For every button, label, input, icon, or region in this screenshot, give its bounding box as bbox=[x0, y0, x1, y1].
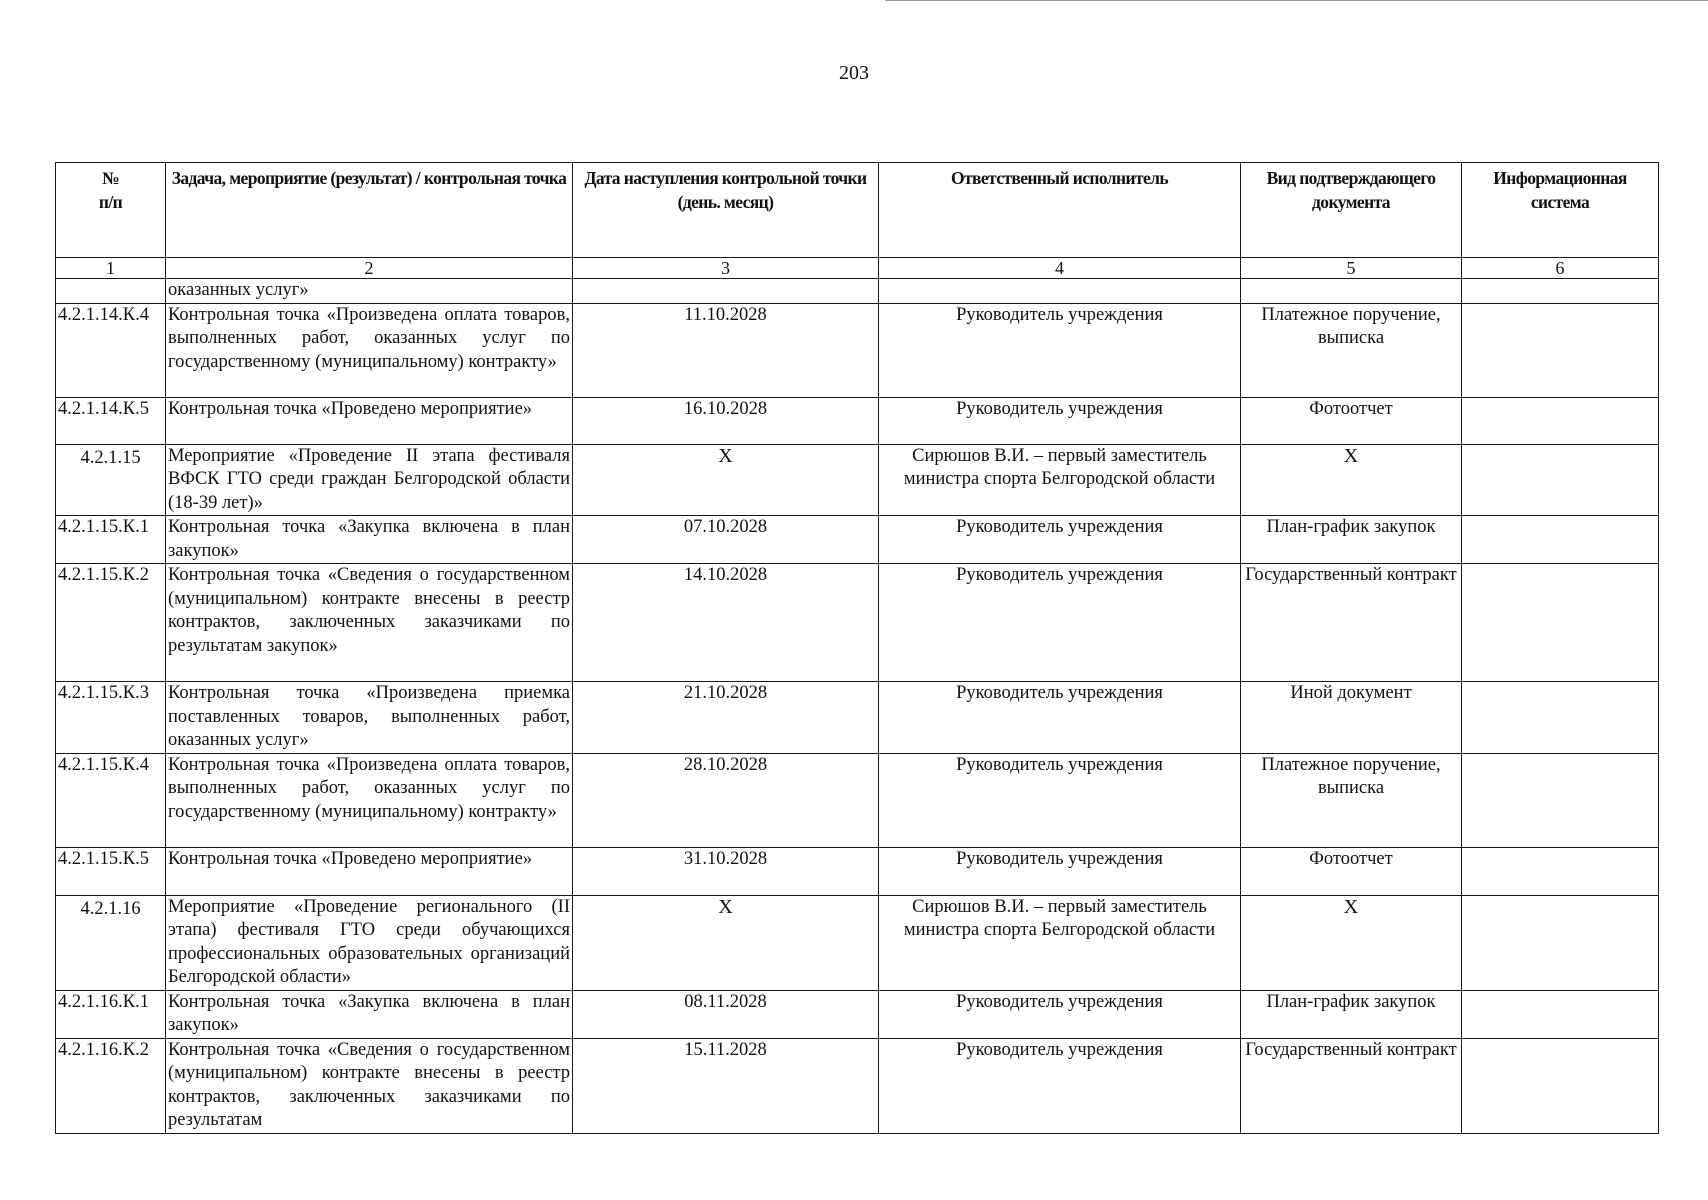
row-system bbox=[1462, 847, 1659, 895]
row-system bbox=[1462, 303, 1659, 397]
column-number: 4 bbox=[879, 258, 1241, 279]
row-executor: Руководитель учреждения bbox=[879, 1038, 1241, 1133]
row-date: 15.11.2028 bbox=[573, 1038, 879, 1133]
row-executor: Руководитель учреждения bbox=[879, 516, 1241, 564]
row-system bbox=[1462, 279, 1659, 304]
table-row bbox=[56, 753, 1659, 847]
row-system bbox=[1462, 990, 1659, 1038]
row-system bbox=[1462, 895, 1659, 990]
row-date: 16.10.2028 bbox=[573, 397, 879, 444]
row-task: Контрольная точка «Сведения о государственном (муниципальном) контракте внесены в реестр контрактов, заключенных заказчиками по результатам закупок» bbox=[166, 564, 573, 682]
row-task: Контрольная точка «Закупка включена в план закупок» bbox=[166, 516, 573, 564]
row-number: 4.2.1.14.К.5 bbox=[56, 397, 166, 444]
row-date: 07.10.2028 bbox=[573, 516, 879, 564]
row-number: 4.2.1.15.К.2 bbox=[56, 564, 166, 682]
row-number: 4.2.1.15 bbox=[56, 444, 166, 516]
row-number: 4.2.1.15.К.5 bbox=[56, 847, 166, 895]
row-executor: Руководитель учреждения bbox=[879, 847, 1241, 895]
row-date: 31.10.2028 bbox=[573, 847, 879, 895]
table-row bbox=[56, 847, 1659, 895]
row-executor: Руководитель учреждения bbox=[879, 564, 1241, 682]
column-number: 6 bbox=[1462, 258, 1659, 279]
column-number: 3 bbox=[573, 258, 879, 279]
header-row bbox=[56, 163, 1659, 258]
row-number: 4.2.1.16 bbox=[56, 895, 166, 990]
row-date: 21.10.2028 bbox=[573, 682, 879, 754]
row-executor: Руководитель учреждения bbox=[879, 990, 1241, 1038]
row-date: Х bbox=[573, 895, 879, 990]
row-task: Контрольная точка «Произведена оплата товаров, выполненных работ, оказанных услуг по государственному (муниципальному) контракту» bbox=[166, 753, 573, 847]
row-document: Государственный контракт bbox=[1241, 564, 1462, 682]
header-document: Вид подтверждающего документа bbox=[1241, 163, 1462, 258]
header-system: Информационная система bbox=[1462, 163, 1659, 258]
row-number: 4.2.1.14.К.4 bbox=[56, 303, 166, 397]
row-task: Мероприятие «Проведение регионального (II этапа) фестиваля ГТО среди обучающихся профессиональных образовательных организаций Белгородской области» bbox=[166, 895, 573, 990]
row-number: 4.2.1.16.К.2 bbox=[56, 1038, 166, 1133]
row-document: Платежное поручение, выписка bbox=[1241, 753, 1462, 847]
row-document: Иной документ bbox=[1241, 682, 1462, 754]
row-document: Фотоотчет bbox=[1241, 847, 1462, 895]
row-system bbox=[1462, 444, 1659, 516]
row-system bbox=[1462, 516, 1659, 564]
row-system bbox=[1462, 397, 1659, 444]
row-document: Государственный контракт bbox=[1241, 1038, 1462, 1133]
row-task: оказанных услуг» bbox=[166, 279, 573, 304]
row-task: Контрольная точка «Произведена оплата товаров, выполненных работ, оказанных услуг по государственному (муниципальному) контракту» bbox=[166, 303, 573, 397]
row-system bbox=[1462, 753, 1659, 847]
row-date: Х bbox=[573, 444, 879, 516]
row-task: Контрольная точка «Проведено мероприятие» bbox=[166, 847, 573, 895]
table-row bbox=[56, 682, 1659, 754]
row-system bbox=[1462, 1038, 1659, 1133]
row-number bbox=[56, 279, 166, 304]
row-number: 4.2.1.16.К.1 bbox=[56, 990, 166, 1038]
header-date: Дата наступления контрольной точки (день. месяц) bbox=[573, 163, 879, 258]
column-number: 2 bbox=[166, 258, 573, 279]
row-date: 08.11.2028 bbox=[573, 990, 879, 1038]
row-executor: Руководитель учреждения bbox=[879, 753, 1241, 847]
row-document: Фотоотчет bbox=[1241, 397, 1462, 444]
row-number: 4.2.1.15.К.1 bbox=[56, 516, 166, 564]
row-task: Мероприятие «Проведение II этапа фестиваля ВФСК ГТО среди граждан Белгородской области (18-39 лет)» bbox=[166, 444, 573, 516]
row-document: План-график закупок bbox=[1241, 516, 1462, 564]
header-executor: Ответственный исполнитель bbox=[879, 163, 1241, 258]
row-date: 28.10.2028 bbox=[573, 753, 879, 847]
row-executor: Сирюшов В.И. – первый заместитель министра спорта Белгородской области bbox=[879, 895, 1241, 990]
row-executor: Руководитель учреждения bbox=[879, 682, 1241, 754]
row-executor: Сирюшов В.И. – первый заместитель министра спорта Белгородской области bbox=[879, 444, 1241, 516]
table-row bbox=[56, 516, 1659, 564]
row-document bbox=[1241, 279, 1462, 304]
table-row bbox=[56, 895, 1659, 990]
column-number: 5 bbox=[1241, 258, 1462, 279]
table-row bbox=[56, 990, 1659, 1038]
row-document: Платежное поручение, выписка bbox=[1241, 303, 1462, 397]
row-task: Контрольная точка «Произведена приемка поставленных товаров, выполненных работ, оказанных услуг» bbox=[166, 682, 573, 754]
table-row bbox=[56, 1038, 1659, 1133]
header-task: Задача, мероприятие (результат) / контрольная точка bbox=[166, 163, 573, 258]
row-document: Х bbox=[1241, 895, 1462, 990]
row-task: Контрольная точка «Закупка включена в план закупок» bbox=[166, 990, 573, 1038]
row-executor bbox=[879, 279, 1241, 304]
row-task: Контрольная точка «Проведено мероприятие» bbox=[166, 397, 573, 444]
control-points-table bbox=[55, 162, 1659, 1134]
row-document: План-график закупок bbox=[1241, 990, 1462, 1038]
row-document: Х bbox=[1241, 444, 1462, 516]
top-edge-line bbox=[885, 0, 1708, 1]
column-number: 1 bbox=[56, 258, 166, 279]
row-executor: Руководитель учреждения bbox=[879, 397, 1241, 444]
header-number: № п/п bbox=[56, 163, 166, 258]
table-row bbox=[56, 397, 1659, 444]
row-date: 11.10.2028 bbox=[573, 303, 879, 397]
page-number: 203 bbox=[839, 62, 869, 84]
row-date: 14.10.2028 bbox=[573, 564, 879, 682]
table-row bbox=[56, 444, 1659, 516]
table-row bbox=[56, 303, 1659, 397]
column-number-row bbox=[56, 258, 1659, 279]
row-executor: Руководитель учреждения bbox=[879, 303, 1241, 397]
table-row bbox=[56, 564, 1659, 682]
row-system bbox=[1462, 682, 1659, 754]
row-number: 4.2.1.15.К.3 bbox=[56, 682, 166, 754]
table-row bbox=[56, 279, 1659, 304]
row-system bbox=[1462, 564, 1659, 682]
row-task: Контрольная точка «Сведения о государственном (муниципальном) контракте внесены в реестр контрактов, заключенных заказчиками по результатам bbox=[166, 1038, 573, 1133]
row-number: 4.2.1.15.К.4 bbox=[56, 753, 166, 847]
row-date bbox=[573, 279, 879, 304]
